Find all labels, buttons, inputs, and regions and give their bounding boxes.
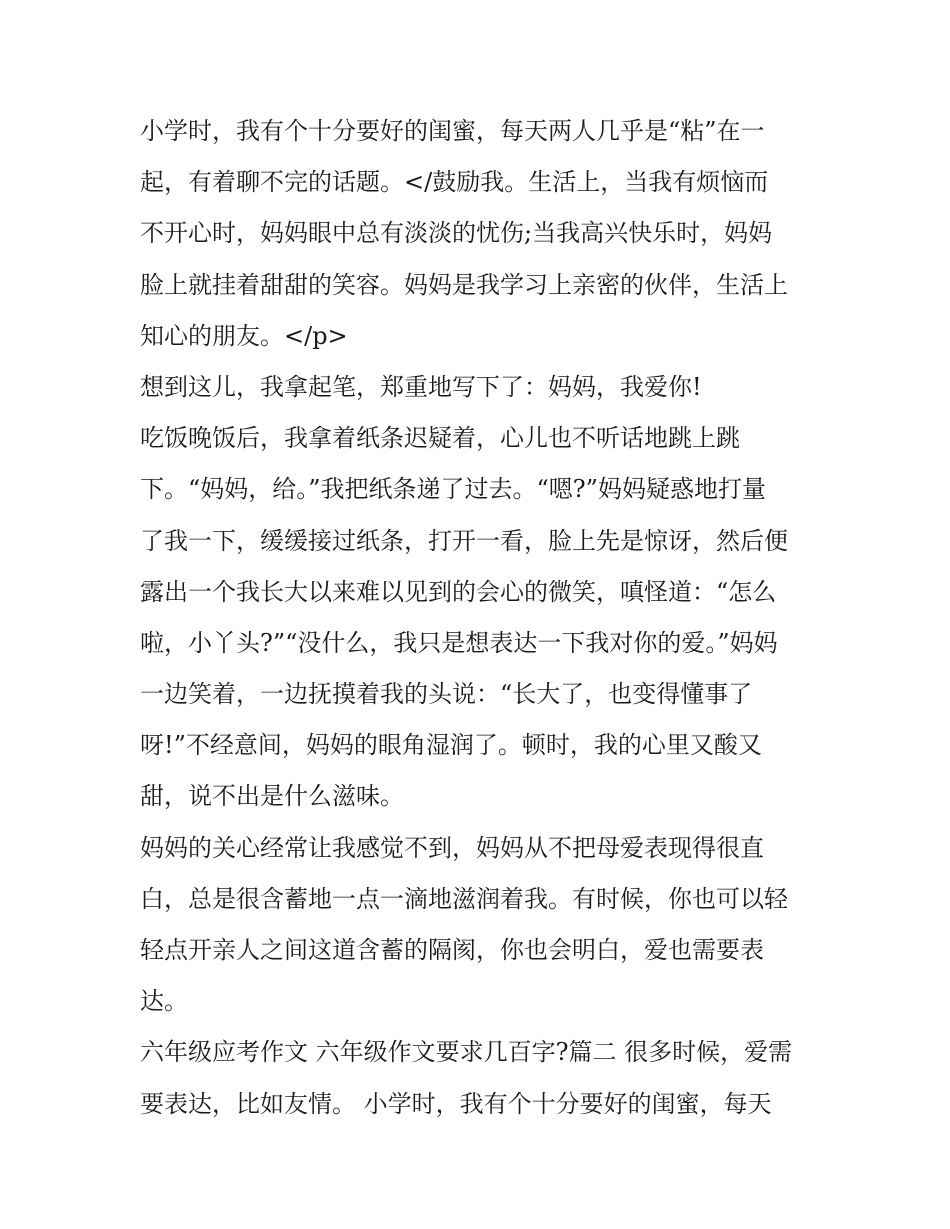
- document-body: [140, 106, 820, 1130]
- text-line: 妈妈的关心经常让我感觉不到，妈妈从不把母爱表现得很直: [140, 833, 764, 862]
- text-line: 甜，说不出是什么滋味。: [140, 782, 404, 811]
- text-line: 轻点开亲人之间这道含蓄的隔阂，你也会明白，爱也需要表: [140, 936, 764, 964]
- text-line: 达。: [140, 987, 188, 1016]
- text-line: 呀!”不经意间，妈妈的眼角湿润了。顿时，我的心里又酸又: [140, 731, 762, 760]
- text-line: 吃饭晚饭后，我拿着纸条迟疑着，心儿也不听话地跳上跳: [140, 424, 740, 453]
- text-line: 了我一下，缓缓接过纸条，打开一看，脸上先是惊讶，然后便: [140, 526, 788, 555]
- text-line: 一边笑着，一边抚摸着我的头说：“长大了，也变得懂事了: [140, 680, 753, 709]
- text-line: 露出一个我长大以来难以见到的会心的微笑，嗔怪道：“怎么: [140, 577, 777, 606]
- text-line: 小学时，我有个十分要好的闺蜜，每天两人几乎是“粘”在一: [140, 117, 765, 145]
- text-line: 要表达，比如友情。 小学时，我有个十分要好的闺蜜，每天: [140, 1089, 772, 1118]
- text-line: 白，总是很含蓄地一点一滴地滋润着我。有时候，你也可以轻: [140, 884, 788, 913]
- text-line: 六年级应考作文 六年级作文要求几百字?篇二 很多时候，爱需: [140, 1038, 793, 1067]
- text-line: 啦，小丫头?”“没什么，我只是想表达一下我对你的爱。”妈妈: [140, 628, 778, 657]
- text-line: 不开心时，妈妈眼中总有淡淡的忧伤;当我高兴快乐时，妈妈: [140, 219, 773, 248]
- text-line: 下。“妈妈，给。”我把纸条递了过去。“嗯?”妈妈疑惑地打量: [140, 475, 766, 504]
- text-line: 脸上就挂着甜甜的笑容。妈妈是我学习上亲密的伙伴，生活上: [140, 270, 788, 299]
- text-line: 知心的朋友。</p>: [140, 321, 348, 350]
- text-line: 起，有着聊不完的话题。</鼓励我。生活上，当我有烦恼而: [140, 168, 769, 197]
- text-line: 想到这儿，我拿起笔，郑重地写下了：妈妈，我爱你!: [140, 372, 702, 401]
